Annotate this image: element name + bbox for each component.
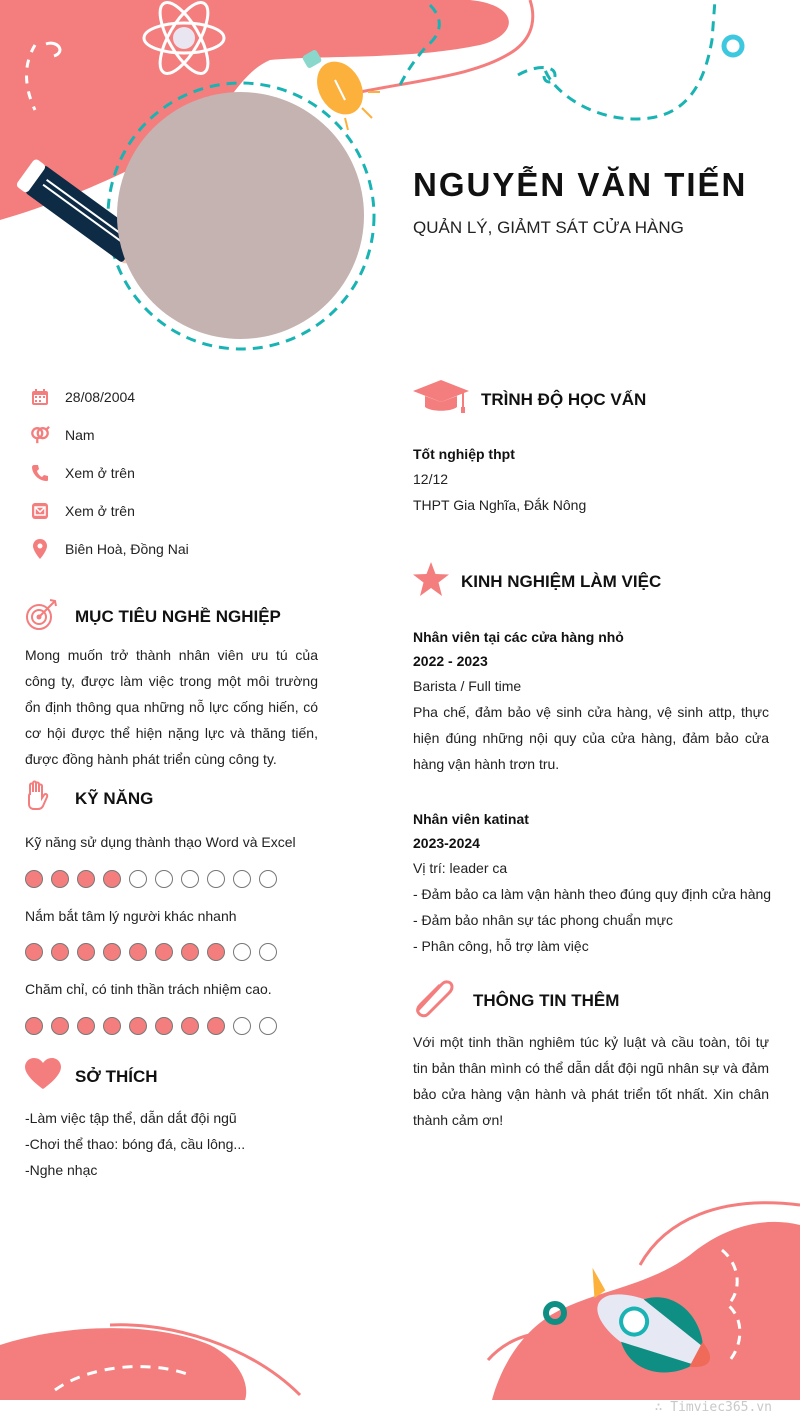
hobby-item: -Làm việc tập thể, dẫn dắt đội ngũ — [25, 1110, 237, 1126]
candidate-job-title: QUẢN LÝ, GIẢMT SÁT CỬA HÀNG — [413, 218, 684, 237]
hobbies-title: SỞ THÍCH — [75, 1066, 158, 1086]
rating-dot-filled — [129, 943, 147, 961]
rating-dot-filled — [181, 943, 199, 961]
skills-header — [25, 780, 153, 817]
email-icon — [30, 501, 50, 521]
rating-dot-empty — [259, 870, 277, 888]
email-text: Xem ở trên — [65, 503, 135, 519]
phone-icon — [30, 463, 50, 483]
paperclip-icon — [413, 978, 473, 1023]
skills-title: KỸ NĂNG — [75, 788, 154, 808]
skill-label: Kỹ năng sử dụng thành thạo Word và Excel — [25, 834, 296, 850]
job-role: Vị trí: leader ca — [413, 860, 508, 876]
gender-text: Nam — [65, 427, 95, 443]
job-duty: - Đảm bảo nhân sự tác phong chuẩn mực — [413, 912, 673, 928]
rating-dot-filled — [129, 1017, 147, 1035]
heart-icon — [25, 1058, 75, 1095]
address-text: Biên Hoà, Đồng Nai — [65, 541, 189, 557]
rating-dot-empty — [181, 870, 199, 888]
education-degree: Tốt nghiệp thpt — [413, 446, 515, 462]
rating-dot-filled — [103, 1017, 121, 1035]
contact-address — [30, 537, 189, 561]
rating-dot-empty — [233, 870, 251, 888]
rating-dot-empty — [155, 870, 173, 888]
graduation-cap-icon — [413, 380, 481, 419]
rating-dot-filled — [181, 1017, 199, 1035]
objective-header — [25, 597, 281, 636]
rating-dot-filled — [155, 943, 173, 961]
rating-dot-filled — [25, 1017, 43, 1035]
rating-dot-filled — [77, 870, 95, 888]
rating-dot-empty — [259, 943, 277, 961]
hobby-item: -Chơi thể thao: bóng đá, cầu lông... — [25, 1136, 246, 1152]
education-school: THPT Gia Nghĩa, Đắk Nông — [413, 497, 587, 513]
skill-rating — [25, 1017, 285, 1035]
job-period: 2022 - 2023 — [413, 653, 488, 669]
hobbies-header — [25, 1058, 158, 1095]
candidate-name: NGUYỄN VĂN TIẾN — [413, 166, 748, 203]
rating-dot-filled — [25, 943, 43, 961]
additional-title: THÔNG TIN THÊM — [473, 990, 620, 1010]
profile-photo — [117, 92, 364, 339]
rating-dot-filled — [51, 1017, 69, 1035]
job-duty: - Đảm bảo ca làm vận hành theo đúng quy định cửa hàng — [413, 886, 772, 902]
watermark: ∴ Timviec365.vn — [654, 1400, 772, 1415]
skill-rating — [25, 870, 285, 888]
rating-dot-filled — [103, 943, 121, 961]
rating-dot-filled — [51, 870, 69, 888]
additional-text: Với một tinh thần nghiêm túc kỷ luật và cầu toàn, tôi tự tin bản thân mình có thể dẫn dắt đội ngũ nhân sự và đảm bảo cửa hàng vận hành và phát triển tốt nhất. Xin chân thành cảm ơn! — [413, 1034, 769, 1128]
gender-icon — [30, 425, 50, 445]
contact-email — [30, 499, 135, 523]
rating-dot-filled — [77, 1017, 95, 1035]
star-icon — [413, 562, 461, 601]
phone-text: Xem ở trên — [65, 465, 135, 481]
additional-header — [413, 978, 619, 1023]
location-icon — [30, 539, 50, 559]
skill-rating — [25, 943, 285, 961]
rating-dot-filled — [77, 943, 95, 961]
rating-dot-filled — [155, 1017, 173, 1035]
experience-title: KINH NGHIỆM LÀM VIỆC — [461, 571, 662, 591]
target-icon — [25, 597, 75, 636]
rating-dot-empty — [233, 1017, 251, 1035]
rating-dot-empty — [129, 870, 147, 888]
job-title: Nhân viên tại các cửa hàng nhỏ — [413, 629, 624, 645]
rating-dot-filled — [103, 870, 121, 888]
education-header — [413, 380, 646, 419]
contact-gender — [30, 423, 95, 447]
education-title: TRÌNH ĐỘ HỌC VẤN — [481, 389, 647, 409]
objective-title: MỤC TIÊU NGHỀ NGHIỆP — [75, 606, 281, 626]
rating-dot-empty — [259, 1017, 277, 1035]
birthday-text: 28/08/2004 — [65, 389, 136, 405]
hand-icon — [25, 780, 75, 817]
job-duty: - Phân công, hỗ trợ làm việc — [413, 938, 589, 954]
job-description: Pha chế, đảm bảo vệ sinh cửa hàng, vệ sinh attp, thực hiện đúng những nội quy của cửa hàng, đảm bảo cửa hàng vận hành trơn tru. — [413, 704, 769, 772]
job-period: 2023-2024 — [413, 835, 480, 851]
objective-text: Mong muốn trở thành nhân viên ưu tú của công ty, được làm việc trong một môi trường ổn định thông qua những nỗ lực cống hiến, có cơ hội được thể hiện nặng lực và thăng tiến, được đồng hành phát triển cùng công ty. — [25, 647, 318, 767]
rating-dot-filled — [51, 943, 69, 961]
job-role: Barista / Full time — [413, 678, 522, 694]
experience-header — [413, 562, 661, 601]
rating-dot-filled — [207, 1017, 225, 1035]
skill-label: Nắm bắt tâm lý người khác nhanh — [25, 908, 237, 924]
education-grade: 12/12 — [413, 471, 449, 487]
hobby-item: -Nghe nhạc — [25, 1162, 98, 1178]
calendar-icon — [30, 387, 50, 407]
teal-ring-icon — [724, 37, 742, 55]
contact-phone — [30, 461, 135, 485]
skill-label: Chăm chỉ, có tinh thần trách nhiệm cao. — [25, 981, 272, 997]
job-title: Nhân viên katinat — [413, 811, 529, 827]
rating-dot-empty — [233, 943, 251, 961]
rating-dot-empty — [207, 870, 225, 888]
contact-birthday — [30, 385, 135, 409]
rating-dot-filled — [25, 870, 43, 888]
rating-dot-filled — [207, 943, 225, 961]
